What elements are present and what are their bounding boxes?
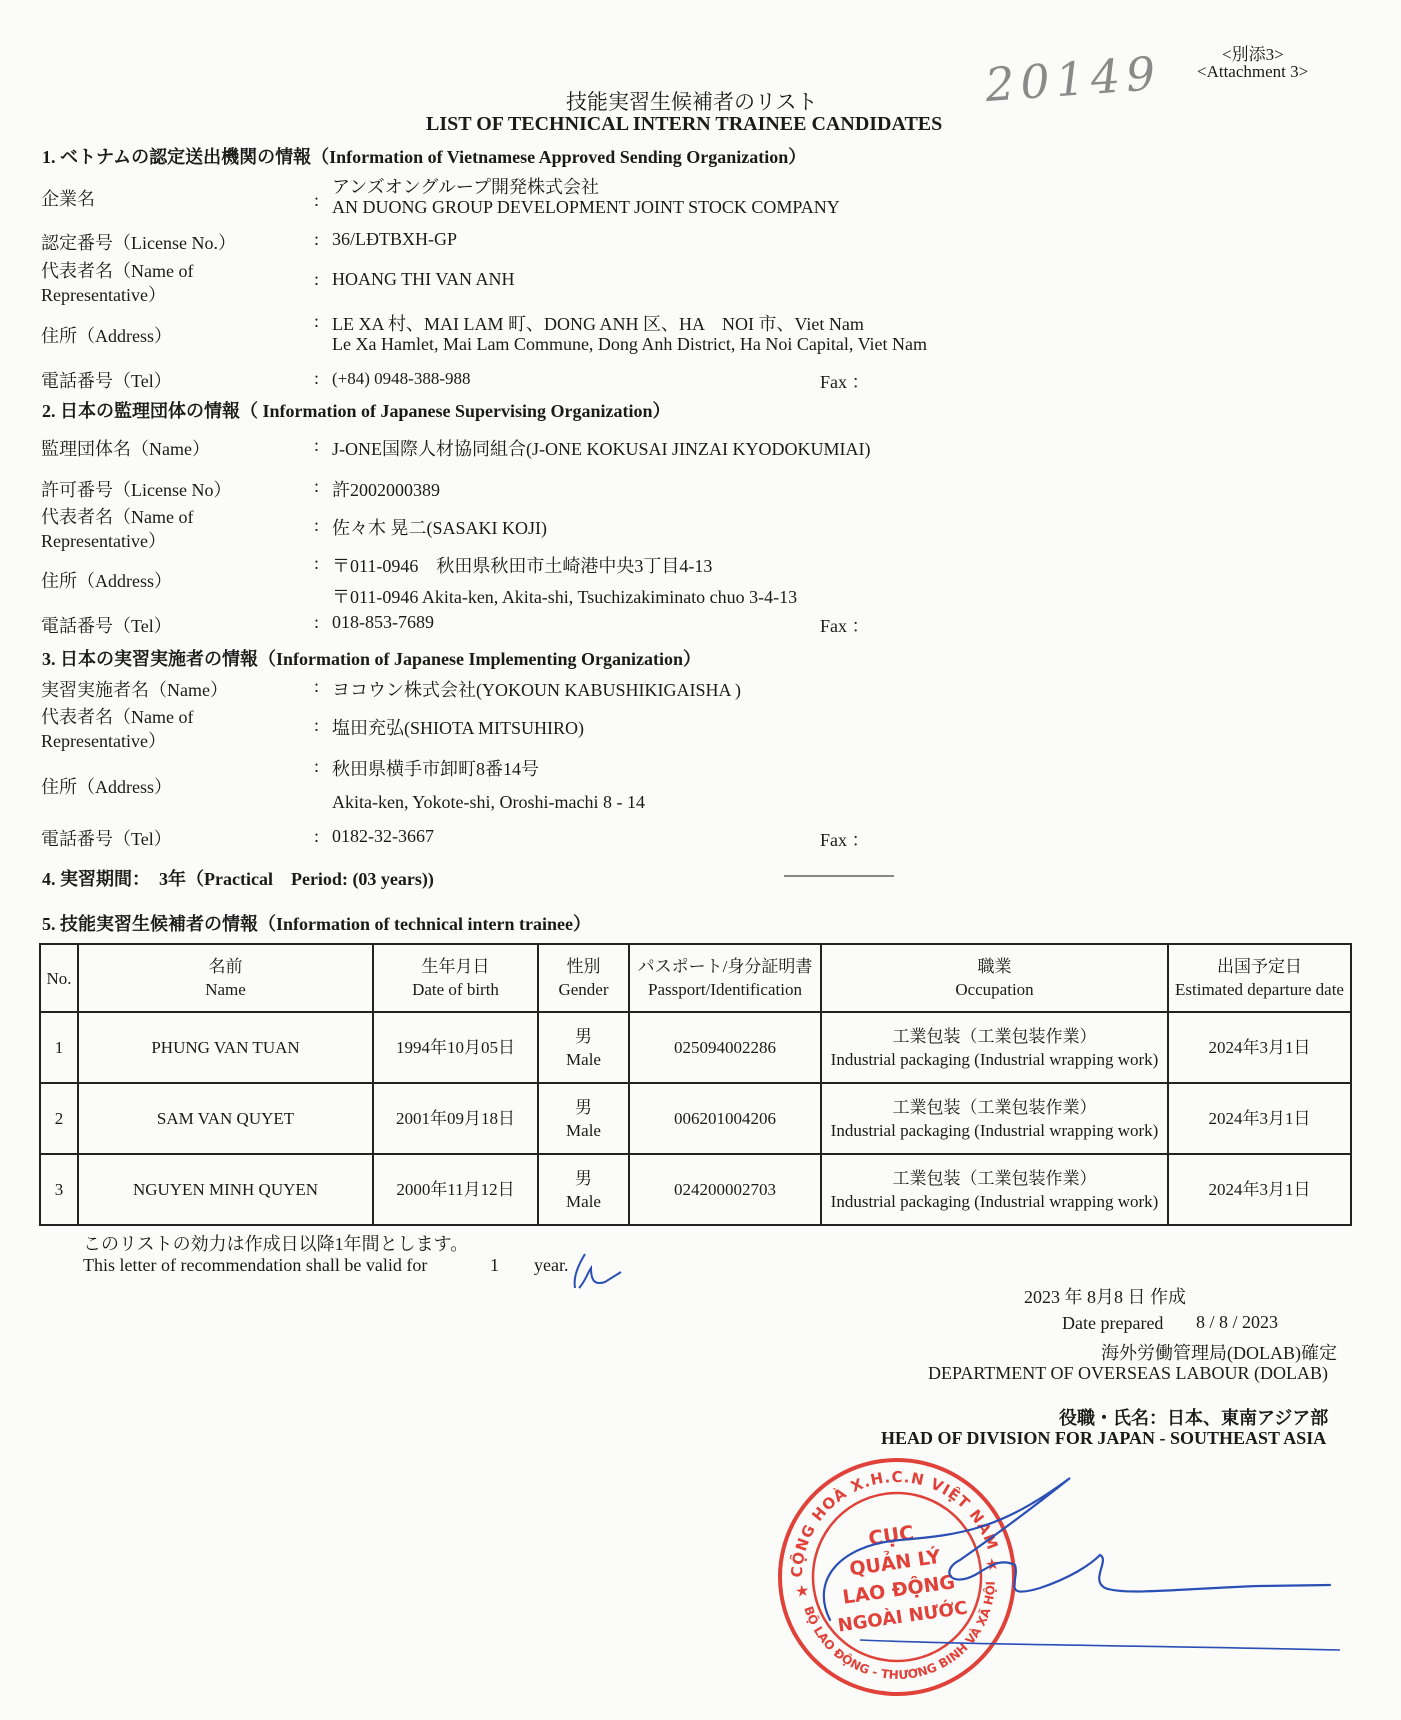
sending-address-label: 住所（Address） (41, 326, 172, 346)
implementing-name-label: 実習実施者名（Name） (41, 680, 228, 700)
implementing-rep-label-2: Representative） (41, 731, 166, 751)
table-row (40, 1083, 1351, 1154)
supervising-name-value: J-ONE国際人材協同組合(J-ONE KOKUSAI JINZAI KYODOKUMIAI) (332, 439, 871, 459)
supervising-tel-value: 018-853-7689 (332, 612, 434, 632)
colon: : (314, 435, 320, 455)
section5-heading: 5. 技能実習生候補者の情報（Information of technical intern trainee） (42, 914, 591, 934)
attachment-label-jp: <別添3> (1222, 45, 1284, 64)
implementing-tel-value: 0182-32-3667 (332, 826, 434, 846)
cell-name: NGUYEN MINH QUYEN (78, 1154, 373, 1225)
date-jp: 2023 年 8月8 日 作成 (1024, 1287, 1186, 1307)
supervising-license-value: 許2002000389 (332, 480, 440, 500)
colon: : (314, 190, 320, 210)
supervising-tel-label: 電話番号（Tel） (41, 616, 172, 636)
cell-departure: 2024年3月1日 (1168, 1083, 1351, 1154)
column-header-gender: 性別 Gender (538, 944, 629, 1012)
date-prepared-label: Date prepared (1062, 1313, 1164, 1333)
column-header-no: No. (40, 944, 78, 1012)
colon: : (314, 715, 320, 735)
colon: : (314, 476, 320, 496)
stamp-outer-top-text: CỘNG HOÀ X.H.C.N VIỆT NAM (787, 1467, 1002, 1578)
sending-license-label: 認定番号（License No.） (41, 233, 236, 253)
cell-name: PHUNG VAN TUAN (78, 1012, 373, 1083)
section4-heading: 4. 実習期間： 3年（Practical Period: (03 years)) (42, 869, 434, 889)
company-name-en: AN DUONG GROUP DEVELOPMENT JOINT STOCK COMPANY (332, 197, 840, 217)
colon: : (314, 553, 320, 573)
colon: : (314, 229, 320, 249)
sending-rep-label-1: 代表者名（Name of (41, 261, 194, 281)
validity-jp: このリストの効力は作成日以降1年間とします。 (83, 1234, 469, 1254)
scan-mark (784, 875, 894, 877)
cell-no: 1 (40, 1012, 78, 1083)
implementing-tel-label: 電話番号（Tel） (41, 829, 172, 849)
cell-passport: 024200002703 (629, 1154, 821, 1225)
handwritten-number: 20149 (983, 45, 1164, 113)
supervising-address-jp: 〒011-0946 秋田県秋田市土崎港中央3丁目4-13 (332, 556, 713, 576)
department-en: DEPARTMENT OF OVERSEAS LABOUR (DOLAB) (928, 1363, 1328, 1383)
implementing-rep-value: 塩田充弘(SHIOTA MITSUHIRO) (332, 718, 585, 738)
validity-en-suffix: year. (534, 1255, 569, 1275)
svg-text:★: ★ (793, 1580, 811, 1602)
initials-signature (565, 1248, 625, 1296)
colon: : (314, 269, 320, 289)
cell-gender: 男 Male (538, 1083, 629, 1154)
cell-name: SAM VAN QUYET (78, 1083, 373, 1154)
sending-address-en: Le Xa Hamlet, Mai Lam Commune, Dong Anh District, Ha Noi Capital, Viet Nam (332, 334, 927, 354)
cell-occupation: 工業包装（工業包装作業） Industrial packaging (Industrial wrapping work) (821, 1012, 1168, 1083)
implementing-fax-label: Fax ： (820, 830, 870, 850)
company-name-jp: アンズオングループ開発株式会社 (332, 177, 599, 197)
section1-heading: 1. ベトナムの認定送出機関の情報（Information of Vietnamese Approved Sending Organization） (42, 147, 807, 167)
colon: : (314, 515, 320, 535)
implementing-rep-label-1: 代表者名（Name of (41, 707, 194, 727)
cell-gender: 男 Male (538, 1154, 629, 1225)
implementing-address-jp: 秋田県横手市卸町8番14号 (332, 759, 539, 779)
column-header-departure: 出国予定日 Estimated departure date (1168, 944, 1351, 1012)
stamp-line-4: NGOÀI NƯỚC (836, 1597, 969, 1637)
colon: : (314, 756, 320, 776)
stamp-outer-bottom-text: BỘ LAO ĐỘNG - THƯƠNG BINH VÀ XÃ HỘI (801, 1581, 998, 1683)
sending-license-value: 36/LĐTBXH-GP (332, 229, 457, 249)
company-label: 企業名 (41, 189, 95, 209)
cell-occupation: 工業包装（工業包装作業） Industrial packaging (Industrial wrapping work) (821, 1083, 1168, 1154)
colon: : (314, 612, 320, 632)
column-header-occupation: 職業 Occupation (821, 944, 1168, 1012)
signatory-title-jp: 役職・氏名：日本、東南アジア部 (1059, 1408, 1329, 1428)
colon: : (314, 826, 320, 846)
cell-passport: 006201004206 (629, 1083, 821, 1154)
supervising-name-label: 監理団体名（Name） (41, 439, 210, 459)
cell-dob: 2001年09月18日 (373, 1083, 538, 1154)
cell-no: 3 (40, 1154, 78, 1225)
cell-dob: 1994年10月05日 (373, 1012, 538, 1083)
supervising-license-label: 許可番号（License No） (41, 480, 232, 500)
column-header-dob: 生年月日 Date of birth (373, 944, 538, 1012)
supervising-address-label: 住所（Address） (41, 571, 172, 591)
cell-departure: 2024年3月1日 (1168, 1154, 1351, 1225)
supervising-rep-value: 佐々木 晃二(SASAKI KOJI) (332, 518, 547, 538)
supervising-address-en: 〒011-0946 Akita-ken, Akita-shi, Tsuchizakiminato chuo 3-4-13 (332, 587, 798, 607)
colon: : (314, 676, 320, 696)
sending-tel-label: 電話番号（Tel） (41, 371, 172, 391)
supervising-rep-label-1: 代表者名（Name of (41, 507, 194, 527)
column-header-name: 名前 Name (78, 944, 373, 1012)
cell-gender: 男 Male (538, 1012, 629, 1083)
implementing-name-value: ヨコウン株式会社(YOKOUN KABUSHIKIGAISHA ) (332, 680, 741, 700)
cell-departure: 2024年3月1日 (1168, 1012, 1351, 1083)
attachment-label-en: <Attachment 3> (1197, 62, 1309, 81)
colon: : (314, 368, 320, 388)
table-row (40, 1012, 1351, 1083)
title-jp: 技能実習生候補者のリスト (566, 90, 818, 114)
cell-dob: 2000年11月12日 (373, 1154, 538, 1225)
sending-rep-value: HOANG THI VAN ANH (332, 269, 515, 289)
sending-address-jp: LE XA 村、MAI LAM 町、DONG ANH 区、HA NOI 市、Viet Nam (332, 314, 864, 334)
cell-occupation: 工業包装（工業包装作業） Industrial packaging (Industrial wrapping work) (821, 1154, 1168, 1225)
date-prepared-value: 8 / 8 / 2023 (1196, 1312, 1279, 1332)
stamp-line-1: CỤC (866, 1520, 916, 1551)
cell-passport: 025094002286 (629, 1012, 821, 1083)
implementing-address-label: 住所（Address） (41, 777, 172, 797)
sending-rep-label-2: Representative） (41, 285, 166, 305)
signatory-title-en: HEAD OF DIVISION FOR JAPAN - SOUTHEAST ASIA (881, 1428, 1327, 1448)
handwritten-signature (800, 1470, 1360, 1690)
colon: : (314, 311, 320, 331)
cell-no: 2 (40, 1083, 78, 1154)
department-jp: 海外労働管理局(DOLAB)確定 (1101, 1343, 1337, 1363)
supervising-fax-label: Fax ： (820, 616, 870, 636)
sending-fax-label: Fax ： (820, 372, 870, 392)
supervising-rep-label-2: Representative） (41, 531, 166, 551)
section2-heading: 2. 日本の監理団体の情報（ Information of Japanese Supervising Organization） (42, 401, 671, 421)
section3-heading: 3. 日本の実習実施者の情報（Information of Japanese Implementing Organization） (42, 649, 701, 669)
column-header-passport: パスポート/身分証明書 Passport/Identification (629, 944, 821, 1012)
title-en: LIST OF TECHNICAL INTERN TRAINEE CANDIDATES (426, 113, 943, 135)
implementing-address-en: Akita-ken, Yokote-shi, Oroshi-machi 8 - 14 (332, 792, 645, 812)
table-header-row (40, 944, 1351, 1012)
sending-tel-value: (+84) 0948-388-988 (332, 369, 471, 388)
svg-text:★: ★ (983, 1553, 1001, 1575)
validity-years: 1 (490, 1255, 499, 1275)
validity-en-prefix: This letter of recommendation shall be valid for (83, 1255, 428, 1275)
table-row (40, 1154, 1351, 1225)
stamp-line-3: LAO ĐỘNG (841, 1571, 957, 1609)
candidate-table (39, 943, 1352, 1226)
stamp-line-2: QUẢN LÝ (848, 1545, 942, 1581)
